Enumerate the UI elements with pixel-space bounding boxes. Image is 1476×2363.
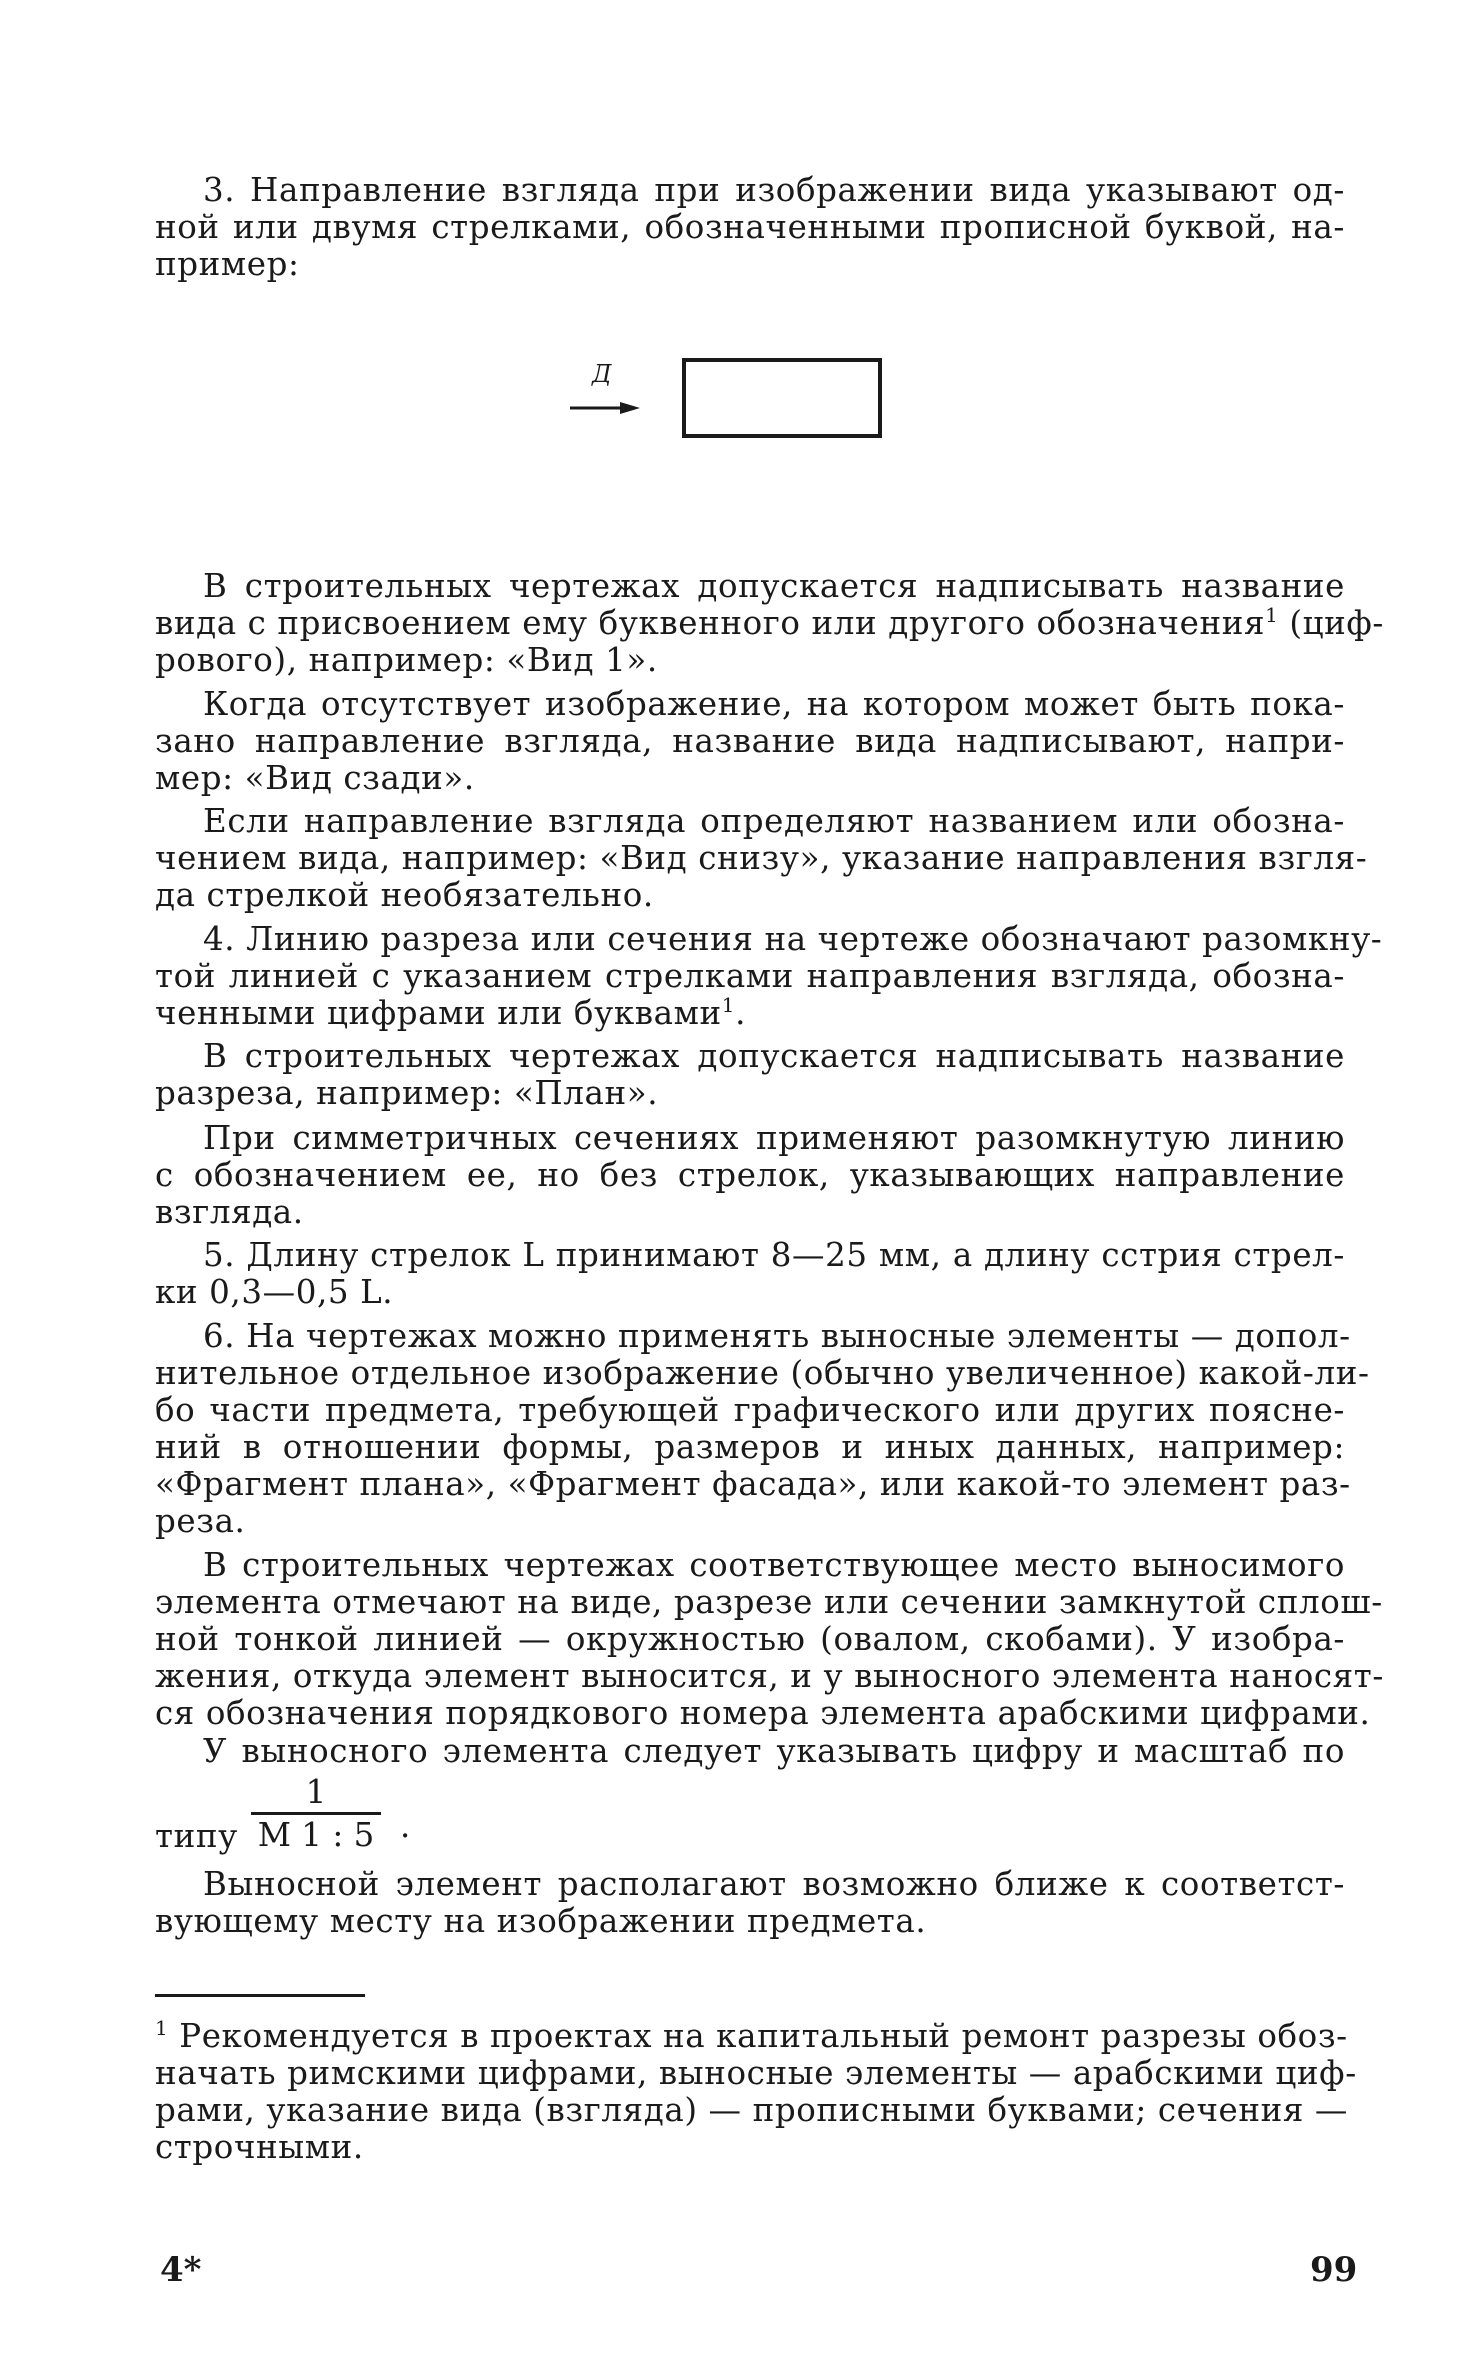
text-fragment: Рекомендуется в проектах на капитальный ремонт разрезы обоз- xyxy=(168,2017,1348,2055)
text-fragment: (циф- xyxy=(1278,604,1385,642)
paragraph-no-image xyxy=(155,686,1345,797)
footnote-rule xyxy=(155,1994,365,1997)
arrow-icon xyxy=(570,398,640,418)
text-line: «Фрагмент плана», «Фрагмент фасада», или какой-то элемент раз- xyxy=(155,1465,1351,1503)
text-line: бо части предмета, требующей графического или других поясне- xyxy=(155,1391,1345,1429)
text-line: жения, откуда элемент выносится, и у выносного элемента наносят- xyxy=(155,1657,1384,1695)
view-rectangle xyxy=(682,358,882,438)
text-line: начать римскими цифрами, выносные элементы — арабскими циф- xyxy=(155,2054,1357,2092)
text-line: мер: «Вид сзади». xyxy=(155,759,475,797)
footnote-ref: 1 xyxy=(1265,603,1279,627)
page-number: 99 xyxy=(1310,2250,1358,2290)
view-direction-figure xyxy=(560,350,900,460)
text-line: 3. Направление взгляда при изображении вида указывают од- xyxy=(203,171,1345,209)
fraction-prefix: типу xyxy=(155,1817,238,1855)
signature-mark: 4* xyxy=(160,2250,202,2290)
text-line: При симметричных сечениях применяют разомкнутую линию xyxy=(203,1119,1345,1157)
paragraph-placement xyxy=(155,1866,1345,1940)
text-line: В строительных чертежах допускается надписывать название xyxy=(203,1037,1345,1075)
text-line: Выносной элемент располагают возможно ближе к соответст- xyxy=(203,1865,1345,1903)
text-line: 6. На чертежах можно применять выносные элементы — допол- xyxy=(203,1317,1351,1355)
text-line: строчными. xyxy=(155,2128,364,2166)
paragraph-6 xyxy=(155,1317,1370,1540)
text-line: 5. Длину стрелок L принимают 8—25 мм, а длину сстрия стрел- xyxy=(203,1236,1345,1274)
text-fragment: вида с присвоением ему буквенного или другого обозначения xyxy=(155,604,1266,642)
paragraph-5 xyxy=(155,1237,1345,1311)
text-line: чением вида, например: «Вид снизу», указание направления взгля- xyxy=(155,839,1368,877)
paragraph-symmetric xyxy=(155,1120,1345,1231)
footnote-marker: 1 xyxy=(155,2016,169,2040)
text-line xyxy=(155,2016,1348,2055)
fraction-numerator: 1 xyxy=(305,1773,327,1811)
text-line: ки 0,3—0,5 L. xyxy=(155,1273,394,1311)
text-line: У выносного элемента следует указывать цифру и масштаб по xyxy=(203,1732,1345,1770)
paragraph-scale xyxy=(155,1733,1345,1770)
footnote xyxy=(155,2016,1357,2166)
text-line: той линией с указанием стрелками направления взгляда, обозна- xyxy=(155,957,1345,995)
text-line: зано направление взгляда, название вида надписывают, напри- xyxy=(155,722,1345,760)
text-line: рового), например: «Вид 1». xyxy=(155,641,658,679)
text-line: ся обозначения порядкового номера элемента арабскими цифрами. xyxy=(155,1694,1371,1732)
text-line xyxy=(155,995,1345,1032)
text-line: ний в отношении формы, размеров и иных данных, например: xyxy=(155,1428,1345,1466)
text-line: Когда отсутствует изображение, на котором может быть пока- xyxy=(203,685,1345,723)
text-line: рами, указание вида (взгляда) — прописными буквами; сечения — xyxy=(155,2091,1349,2129)
text-fragment: ченными цифрами или буквами xyxy=(155,994,722,1032)
text-line xyxy=(155,603,1385,642)
text-line: разреза, например: «План». xyxy=(155,1074,659,1112)
text-line: 4. Линию разреза или сечения на чертеже обозначают разомкну- xyxy=(203,920,1383,958)
fraction-denominator: М 1 : 5 xyxy=(257,1816,375,1854)
text-line: нительное отдельное изображение (обычно увеличенное) какой-ли- xyxy=(155,1354,1370,1392)
text-line: В строительных чертежах соответствующее место выносимого xyxy=(203,1546,1345,1584)
fraction-suffix: · xyxy=(400,1817,411,1855)
text-line: ной или двумя стрелками, обозначенными прописной буквой, на- xyxy=(155,208,1345,246)
text-line: да стрелкой необязательно. xyxy=(155,876,654,914)
paragraph-view-direction xyxy=(155,802,1368,914)
paragraph-3 xyxy=(155,172,1345,283)
text-line: вующему месту на изображении предмета. xyxy=(155,1902,927,1940)
paragraph-4 xyxy=(155,920,1383,1032)
text-line: ной тонкой линией — окружностью (овалом, скобами). У изобра- xyxy=(155,1620,1345,1658)
text-line: взгляда. xyxy=(155,1193,304,1231)
text-line: Если направление взгляда определяют названием или обозна- xyxy=(203,802,1345,840)
text-line: реза. xyxy=(155,1502,246,1540)
paragraph-section-name xyxy=(155,1038,1345,1112)
paragraph-detail-marking xyxy=(155,1546,1384,1732)
scale-fraction-line xyxy=(155,1772,755,1862)
arrow-letter: Д xyxy=(592,360,612,388)
text-line: В строительных чертежах допускается надписывать название xyxy=(203,567,1345,605)
text-line: пример: xyxy=(155,245,300,283)
paragraph-view-name xyxy=(155,567,1385,679)
text-line: с обозначением ее, но без стрелок, указывающих направление xyxy=(155,1156,1345,1194)
scale-fraction xyxy=(251,1772,381,1855)
text-fragment: . xyxy=(735,994,747,1032)
footnote-ref: 1 xyxy=(721,993,736,1017)
text-line: элемента отмечают на виде, разрезе или сечении замкнутой сплош- xyxy=(155,1583,1383,1621)
